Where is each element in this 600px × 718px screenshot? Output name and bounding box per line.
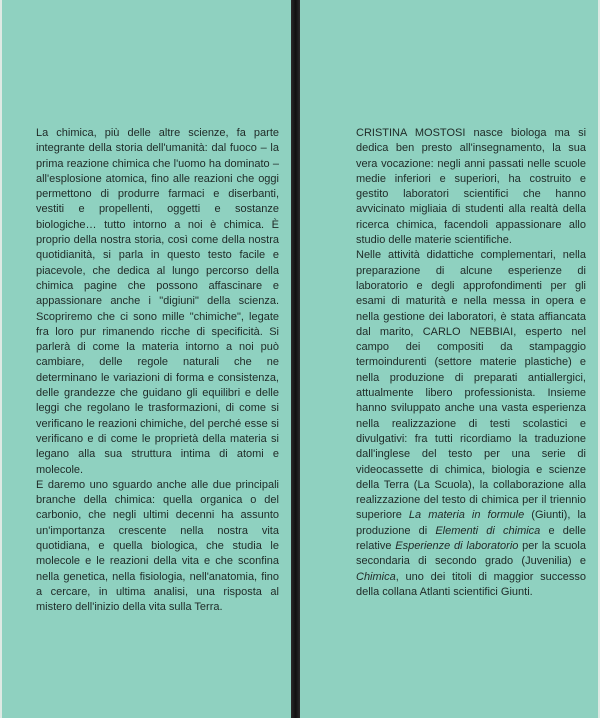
coauthor-name: CARLO NEBBIAI [422, 325, 514, 338]
bio-text: per la scuola secondaria di secondo grado (Juvenilia) e [356, 540, 586, 568]
bio-text: Nelle attività didattiche complementari, nella preparazione di alcune esperienze di laboratorio e degli approfondimenti per gli esami di maturità e nella messa in opera e nella gestione dei laboratori, è stata affiancata dal marito, [356, 249, 586, 338]
book-blurb [36, 126, 279, 616]
book-gutter [291, 0, 300, 718]
author-bio [356, 126, 586, 600]
bio-text: nasce biologa ma si dedica ben presto all'insegnamento, la sua vera vocazione: negli anni passati nelle scuole medie inferiori e superiori, ha costruito e gestito laboratori scientifici che hanno avvicinato migliaia di studenti alla realtà della ricerca chimica, facendoli appassionare allo studio delle materie scientifiche. [356, 127, 587, 247]
bio-text: , esperto nel campo dei compositi da stampaggio termoindurenti (settore materie plastiche) e nella produzione di preparati antiallergici, attualmente libero professionista. Insieme hanno sviluppato anche una vasta esperienza nella realizzazione di testi scolastici e divulgativi: fra tutti ricordiamo la traduzione dall'inglese del testo per una serie di videocassette di chimica, biologia e scienze della Terra (La Scuola), la collaborazione alla realizzazione del testo di chimica per il triennio superiore [356, 325, 586, 522]
bio-paragraph-2 [356, 248, 586, 600]
blurb-paragraph-2: E daremo uno sguardo anche alle due principali branche della chimica: quella organica o del carbonio, che negli ultimi decenni ha assunto un'importanza crescente nella nostra vita quotidiana, e quella biologica, che studia le molecole e le reazioni della vita e che sconfina nella genetica, nella fisiologia, nell'anatomia, fino a cercare, in ultima analisi, una risposta al mistero dell'inizio della vita sulla Terra. [36, 478, 279, 614]
bio-paragraph-1 [356, 126, 586, 248]
book-title: La materia in formule [408, 509, 525, 522]
book-title: Elementi di chimica [435, 524, 541, 537]
book-title: Esperienze di laboratorio [395, 540, 519, 553]
bio-text: e delle relative [356, 524, 586, 553]
right-flap [300, 0, 600, 718]
page-edge-left [0, 0, 2, 718]
bio-text: , uno dei titoli di maggior successo della collana Atlanti scientifici Giunti. [356, 570, 586, 598]
blurb-paragraph-1: La chimica, più delle altre scienze, fa parte integrante della storia dell'umanità: dal fuoco – la prima reazione chimica che l'uomo ha dominato – all'esplosione atomica, fino alle reazioni che oggi permettono di produrre farmaci e diserbanti, vestiti e propellenti, oggetti e sostanze biologiche… tutto intorno a noi è chimica. È proprio della nostra storia, così come della nostra quotidianità, si parla in questo testo facile e piacevole, che dedica al lungo percorso della chimica pagine che possono affascinare e appassionare anche i "digiuni" della scienza. Scopriremo che ci sono mille "chimiche", legate fra loro pur rimanendo ricche di specificità. Si parlerà di come la materia intorno a noi può cambiare, delle regole naturali che ne determinano le variazioni di forma e consistenza, delle grandezze che guidano gli equilibri e delle leggi che regolano le trasformazioni, di come si verificano le reazioni chimiche, del perché esse si verificano e di come le proprietà della materia si legano alla sua struttura intima di atomi e molecole. [36, 127, 279, 476]
bio-text: (Giunti), la produzione di [356, 509, 587, 537]
author-name: CRISTINA MOSTOSI [356, 127, 466, 139]
left-flap [0, 0, 291, 718]
book-title: Chimica [356, 570, 396, 583]
